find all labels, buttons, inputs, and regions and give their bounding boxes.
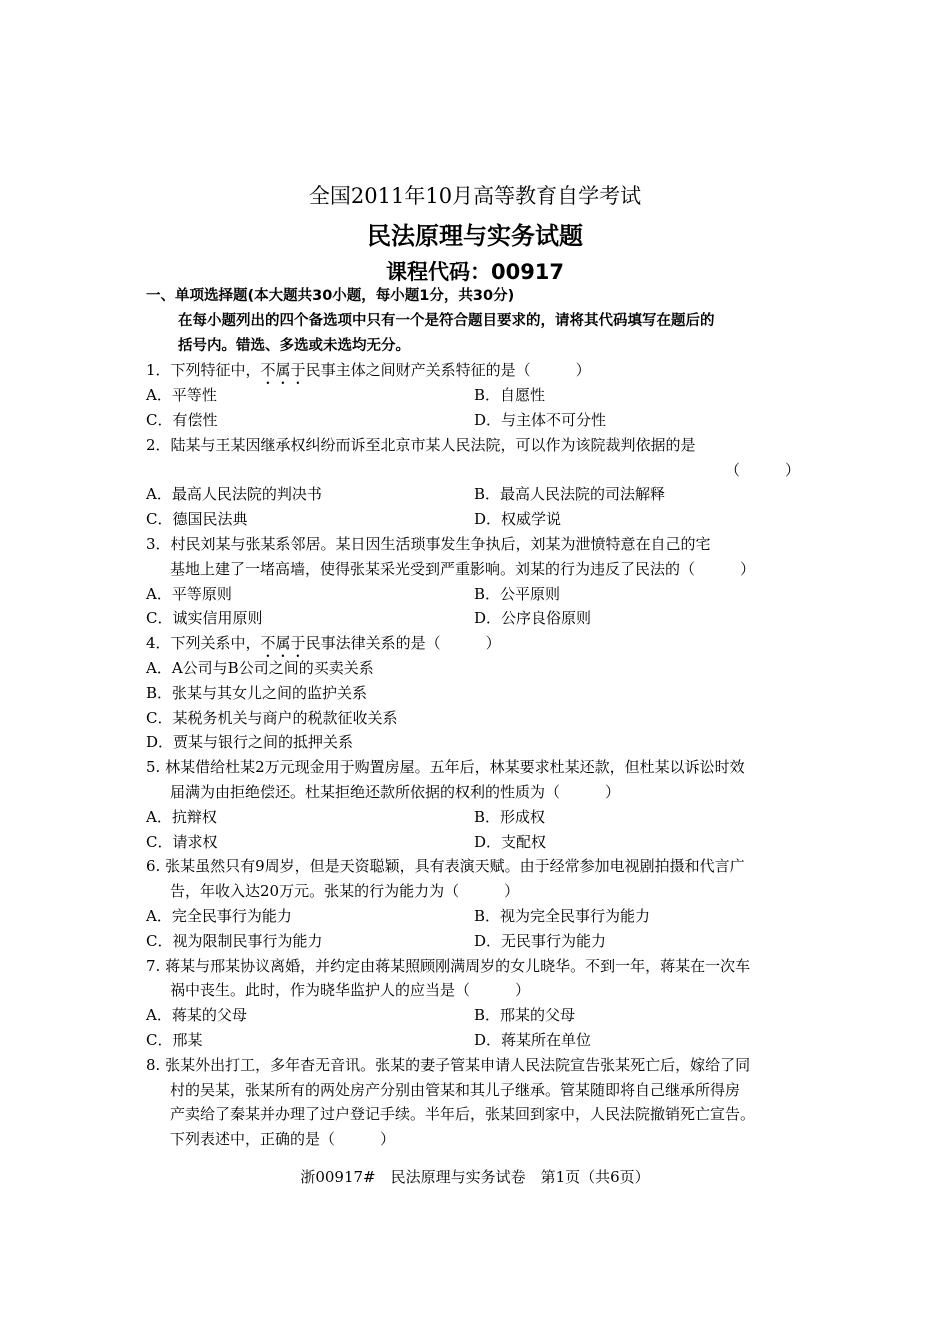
- question-4-option-c: C．某税务机关与商户的税款征收关系: [146, 708, 398, 727]
- subject-title: 民法原理与实务试题: [367, 222, 583, 250]
- question-4-option-d: D．贾某与银行之间的抵押关系: [146, 733, 354, 752]
- question-6-options-row-1: [146, 904, 810, 929]
- question-4-emphasis: 不属于: [260, 634, 306, 653]
- question-2-option-a: A．最高人民法院的判决书: [146, 485, 322, 504]
- question-3-stem-line-2: 基地上建了一堵高墙，使得张某采光受到严重影响。刘某的行为违反了民法的（ ）: [170, 559, 756, 578]
- question-5-stem-line-2: 届满为由拒绝偿还。杜某拒绝还款所依据的权利的性质为（ ）: [170, 782, 621, 801]
- page-footer: 浙00917# 民法原理与实务试卷 第1页（共6页）: [300, 1168, 650, 1186]
- question-4-stem-pre: 4．下列关系中，: [146, 634, 261, 653]
- question-1-option-a: A．平等性: [146, 386, 217, 405]
- question-3-option-d: D．公序良俗原则: [474, 609, 592, 628]
- question-1-options-row-1: [146, 383, 810, 408]
- question-3-options-row-2: [146, 606, 810, 631]
- question-8-stem-line-2: 村的吴某，张某所有的两处房产分别由管某和其儿子继承。管某随即将自己继承所得房: [170, 1080, 741, 1099]
- question-8-stem-line-1: 8. 张某外出打工，多年杳无音讯。张某的妻子管某申请人民法院宣告张某死亡后，嫁给了同: [146, 1055, 751, 1074]
- course-code: 课程代码：00917: [385, 260, 565, 284]
- question-7-option-b: B．邢某的父母: [474, 1006, 576, 1025]
- question-2-answer-paren: （ ）: [724, 460, 800, 479]
- question-7-stem-line-2: 祸中丧生。此时，作为晓华监护人的应当是（ ）: [170, 981, 531, 1000]
- question-6-option-c: C．视为限制民事行为能力: [146, 931, 323, 950]
- question-8-stem-line-3: 产卖给了秦某并办理了过户登记手续。半年后，张某回到家中，人民法院撤销死亡宣告。: [170, 1105, 756, 1124]
- question-2-option-d: D．权威学说: [474, 510, 562, 529]
- question-1-option-d: D．与主体不可分性: [474, 410, 607, 429]
- question-6-stem-line-2: 告，年收入达20万元。张某的行为能力为（ ）: [170, 882, 520, 901]
- question-2-options-row-2: [146, 507, 810, 532]
- question-7-option-c: C．邢某: [146, 1030, 203, 1049]
- question-5-option-a: A．抗辩权: [146, 807, 217, 826]
- section-instruction-line-1: 在每小题列出的四个备选项中只有一个是符合题目要求的，请将其代码填写在题后的: [178, 312, 715, 329]
- question-1-stem-post: 民事主体之间财产关系特征的是（ ）: [305, 361, 591, 380]
- question-1-stem: [146, 358, 810, 383]
- question-6-options-row-2: [146, 929, 810, 954]
- question-6-option-a: A．完全民事行为能力: [146, 906, 292, 925]
- question-4-option-a: A．A公司与B公司之间的买卖关系: [146, 658, 374, 677]
- question-6-option-d: D．无民事行为能力: [474, 931, 607, 950]
- question-5-options-row-1: [146, 805, 810, 830]
- question-4-stem-post: 民事法律关系的是（ ）: [305, 634, 501, 653]
- exam-content: [146, 284, 810, 1152]
- question-3-stem-line-1: 3．村民刘某与张某系邻居。某日因生活琐事发生争执后，刘某为泄愤特意在自己的宅: [146, 534, 711, 553]
- question-3-option-c: C．诚实信用原则: [146, 609, 263, 628]
- question-2-stem-line-1: 2．陆某与王某因继承权纠纷而诉至北京市某人民法院，可以作为该院裁判依据的是: [146, 435, 696, 454]
- question-5-option-d: D．支配权: [474, 832, 547, 851]
- question-5-option-b: B．形成权: [474, 807, 546, 826]
- question-7-options-row-2: [146, 1028, 810, 1053]
- question-7-option-a: A．蒋某的父母: [146, 1006, 247, 1025]
- question-4-stem: [146, 631, 810, 656]
- question-3-options-row-1: [146, 582, 810, 607]
- question-5-options-row-2: [146, 830, 810, 855]
- question-5-option-c: C．请求权: [146, 832, 218, 851]
- question-1-stem-pre: 1．下列特征中，: [146, 361, 261, 380]
- question-1-options-row-2: [146, 408, 810, 433]
- question-1-emphasis: 不属于: [260, 361, 306, 380]
- question-1-option-b: B．自愿性: [474, 386, 546, 405]
- section-instruction-line-2: 括号内。错选、多选或未选均无分。: [178, 337, 410, 354]
- question-1-option-c: C．有偿性: [146, 410, 218, 429]
- question-7-options-row-1: [146, 1003, 810, 1028]
- question-3-option-a: A．平等原则: [146, 584, 232, 603]
- exam-title: 全国2011年10月高等教育自学考试: [308, 184, 642, 208]
- question-6-option-b: B．视为完全民事行为能力: [474, 906, 651, 925]
- question-7-stem-line-1: 7. 蒋某与邢某协议离婚，并约定由蒋某照顾刚满周岁的女儿晓华。不到一年，蒋某在一次车: [146, 956, 751, 975]
- question-2-options-row-1: [146, 482, 810, 507]
- question-3-option-b: B．公平原则: [474, 584, 561, 603]
- question-2-option-c: C．德国民法典: [146, 510, 248, 529]
- question-5-stem-line-1: 5. 林某借给杜某2万元现金用于购置房屋。五年后，林某要求杜某还款，但杜某以诉讼时效: [146, 758, 745, 777]
- question-2-option-b: B．最高人民法院的司法解释: [474, 485, 666, 504]
- question-7-option-d: D．蒋某所在单位: [474, 1030, 592, 1049]
- question-8-stem-line-4: 下列表述中，正确的是（ ）: [170, 1130, 396, 1149]
- question-6-stem-line-1: 6. 张某虽然只有9周岁，但是天资聪颖，具有表演天赋。由于经常参加电视剧拍摄和代言广: [146, 857, 745, 876]
- question-4-option-b: B．张某与其女儿之间的监护关系: [146, 683, 368, 702]
- section-heading: 一、单项选择题(本大题共30小题，每小题1分，共30分): [146, 288, 515, 304]
